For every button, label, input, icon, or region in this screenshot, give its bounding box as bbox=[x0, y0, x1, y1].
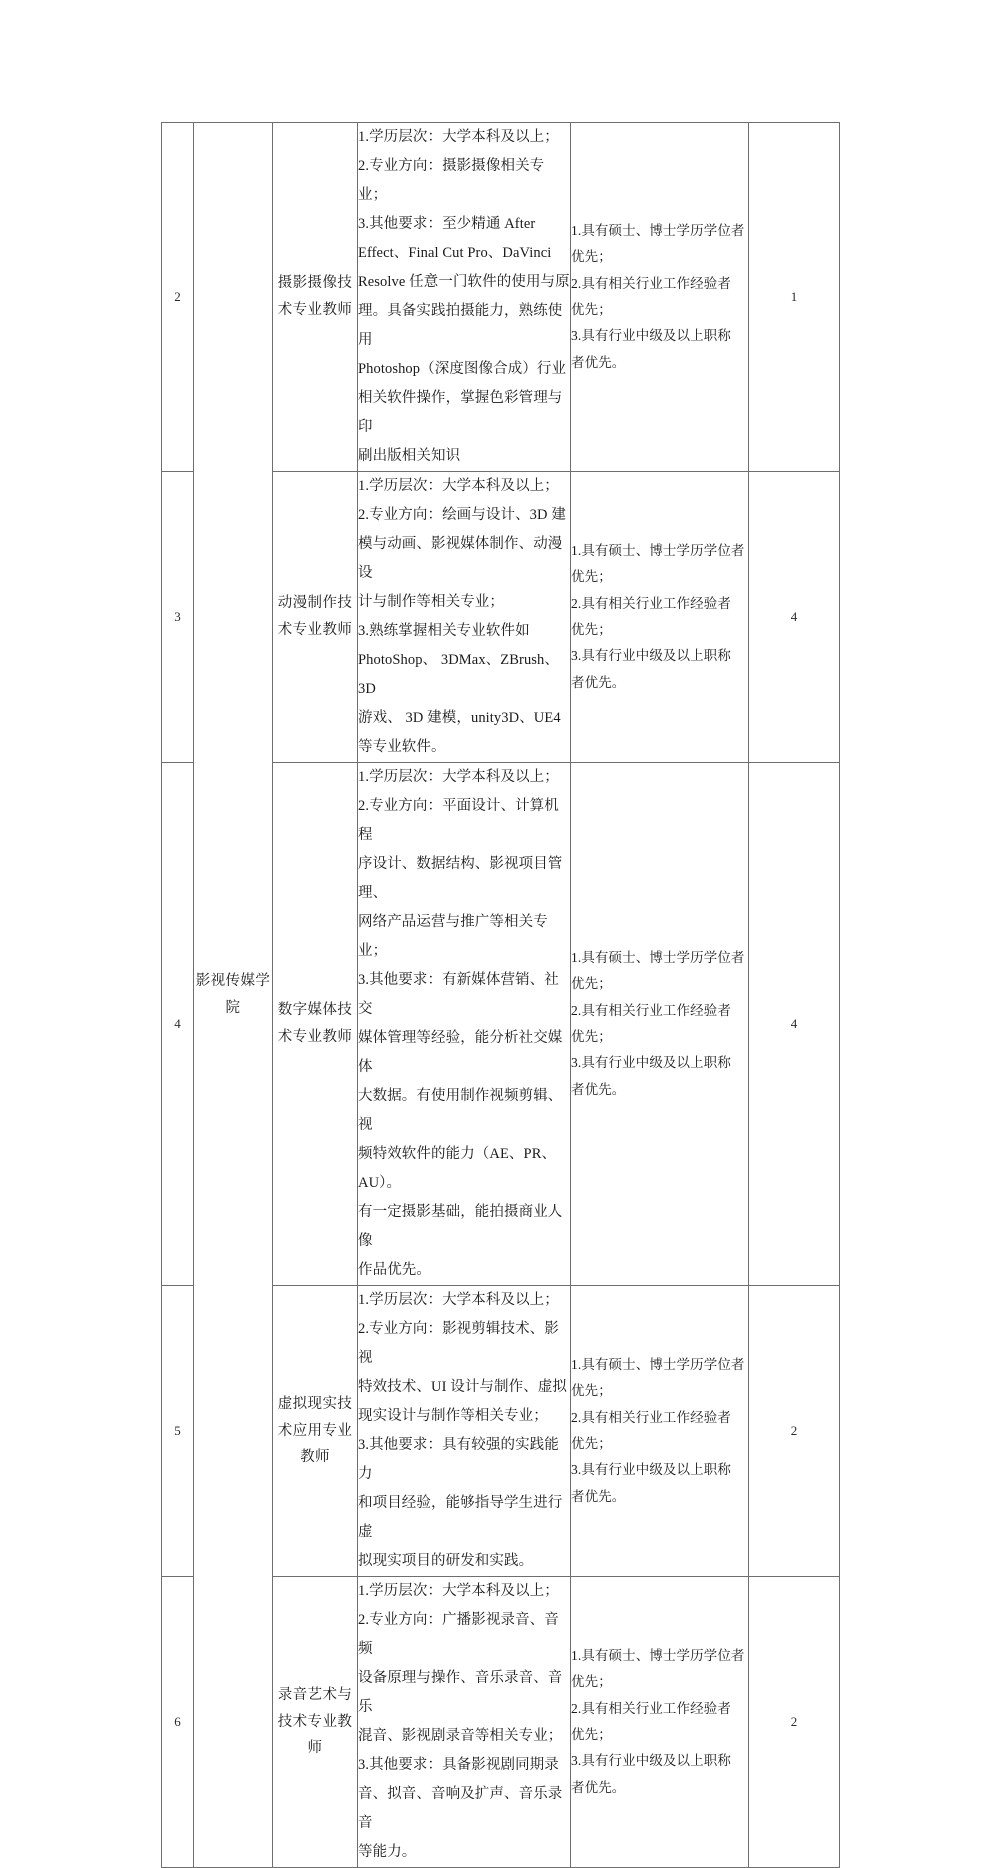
condition-line: 2.具有相关行业工作经验者 bbox=[571, 1002, 731, 1018]
requirement-line: 1.学历层次：大学本科及以上； bbox=[358, 1583, 559, 1599]
condition-line: 1.具有硕士、博士学历学位者 bbox=[571, 223, 745, 239]
requirement-line: 网络产品运营与推广等相关专业； bbox=[358, 914, 548, 959]
job-table-container bbox=[161, 122, 839, 1868]
cell-serial-number: 4 bbox=[162, 763, 194, 1286]
cell-serial-number: 5 bbox=[162, 1286, 194, 1577]
condition-line: 者优先。 bbox=[571, 1779, 626, 1795]
cell-position-title bbox=[273, 123, 358, 472]
requirement-line: 1.学历层次：大学本科及以上； bbox=[358, 769, 559, 785]
position-line: 摄影摄像技 bbox=[277, 275, 353, 292]
cell-requirements bbox=[358, 1286, 571, 1577]
condition-line: 者优先。 bbox=[571, 1081, 626, 1097]
requirement-line: 现实设计与制作等相关专业； bbox=[358, 1408, 548, 1424]
requirement-line: Effect、Final Cut Pro、DaVinci bbox=[358, 245, 552, 261]
condition-line: 2.具有相关行业工作经验者 bbox=[571, 275, 731, 291]
cell-requirements bbox=[358, 123, 571, 472]
table-row bbox=[162, 123, 840, 472]
position-line: 师 bbox=[307, 1740, 323, 1757]
requirement-line: 2.专业方向：影视剪辑技术、影视 bbox=[358, 1321, 559, 1366]
requirement-line: 3.其他要求：具有较强的实践能力 bbox=[358, 1437, 559, 1482]
condition-line: 3.具有行业中级及以上职称 bbox=[571, 1753, 731, 1769]
condition-line: 优先； bbox=[571, 976, 612, 992]
recruitment-position-table bbox=[161, 122, 840, 1868]
position-line: 术专业教师 bbox=[277, 622, 353, 638]
requirement-line: 1.学历层次：大学本科及以上； bbox=[358, 478, 559, 494]
condition-line: 优先； bbox=[571, 622, 612, 637]
condition-line: 优先； bbox=[571, 249, 612, 265]
requirement-line: 等专业软件。 bbox=[358, 739, 446, 755]
requirement-line: 混音、影视剧录音等相关专业； bbox=[358, 1728, 563, 1744]
cell-headcount: 2 bbox=[749, 1577, 840, 1868]
condition-line: 优先； bbox=[571, 1674, 612, 1690]
condition-line: 1.具有硕士、博士学历学位者 bbox=[571, 1648, 745, 1664]
cell-headcount: 4 bbox=[749, 763, 840, 1286]
requirement-line: 特效技术、UI 设计与制作、虚拟 bbox=[358, 1379, 568, 1395]
cell-position-title bbox=[273, 1286, 358, 1577]
condition-line: 者优先。 bbox=[571, 354, 626, 370]
condition-line: 3.具有行业中级及以上职称 bbox=[571, 1055, 731, 1071]
cell-serial-number: 6 bbox=[162, 1577, 194, 1868]
cell-position-title bbox=[273, 472, 358, 763]
condition-line: 1.具有硕士、博士学历学位者 bbox=[571, 543, 745, 559]
position-line: 技术专业教 bbox=[277, 1713, 353, 1730]
condition-line: 优先； bbox=[571, 1436, 612, 1451]
requirement-line: 和项目经验，能够指导学生进行虚 bbox=[358, 1495, 563, 1540]
position-line: 动漫制作技 bbox=[277, 595, 353, 612]
cell-other-conditions bbox=[571, 1286, 749, 1577]
position-line: 术专业教师 bbox=[277, 302, 353, 318]
requirement-line: 设备原理与操作、音乐录音、音乐 bbox=[358, 1670, 563, 1715]
requirement-line: 游戏、 3D 建模，unity3D、UE4 bbox=[358, 710, 561, 726]
requirement-line: 大数据。有使用制作视频剪辑、视 bbox=[358, 1088, 563, 1133]
requirement-line: 等能力。 bbox=[358, 1844, 417, 1860]
cell-department bbox=[194, 123, 273, 1868]
cell-serial-number: 3 bbox=[162, 472, 194, 763]
requirement-line: 2.专业方向：绘画与设计、3D 建 bbox=[358, 507, 566, 523]
condition-line: 者优先。 bbox=[571, 1488, 626, 1504]
requirement-line: 音、拟音、音响及扩声、音乐录音 bbox=[358, 1786, 563, 1831]
requirement-line: 1.学历层次：大学本科及以上； bbox=[358, 1292, 559, 1308]
cell-other-conditions bbox=[571, 1577, 749, 1868]
requirement-line: PhotoShop、 3DMax、ZBrush、3D bbox=[358, 652, 559, 697]
cell-headcount: 4 bbox=[749, 472, 840, 763]
requirement-line: 媒体管理等经验，能分析社交媒体 bbox=[358, 1030, 563, 1075]
cell-other-conditions bbox=[571, 472, 749, 763]
requirement-line: 2.专业方向：广播影视录音、音频 bbox=[358, 1612, 559, 1657]
position-line: 术专业教师 bbox=[277, 1029, 353, 1045]
condition-line: 2.具有相关行业工作经验者 bbox=[571, 595, 731, 611]
requirement-line: 序设计、数据结构、影视项目管理、 bbox=[358, 856, 563, 901]
cell-other-conditions bbox=[571, 763, 749, 1286]
condition-line: 2.具有相关行业工作经验者 bbox=[571, 1700, 731, 1716]
requirement-line: 3.其他要求：至少精通 After bbox=[358, 216, 536, 232]
position-line: 录音艺术与 bbox=[277, 1686, 353, 1703]
requirement-line: 3.其他要求：有新媒体营销、社交 bbox=[358, 972, 559, 1017]
cell-position-title bbox=[273, 1577, 358, 1868]
requirement-line: 频特效软件的能力（AE、PR、AU）。 bbox=[358, 1146, 557, 1191]
department-label: 影视传媒学院 bbox=[195, 973, 271, 1016]
condition-line: 者优先。 bbox=[571, 674, 626, 690]
condition-line: 优先； bbox=[571, 1383, 612, 1399]
requirement-line: 刷出版相关知识 bbox=[358, 448, 461, 464]
requirement-line: 相关软件操作，掌握色彩管理与印 bbox=[358, 390, 563, 435]
requirement-line: 作品优先。 bbox=[358, 1262, 431, 1278]
position-line: 教师 bbox=[300, 1449, 330, 1466]
cell-serial-number: 2 bbox=[162, 123, 194, 472]
requirement-line: 理。具备实践拍摄能力，熟练使用 bbox=[358, 303, 563, 348]
condition-line: 优先； bbox=[571, 569, 612, 585]
position-line: 数字媒体技 bbox=[277, 1002, 353, 1019]
requirement-line: 模与动画、影视媒体制作、动漫设 bbox=[358, 536, 563, 581]
condition-line: 3.具有行业中级及以上职称 bbox=[571, 328, 731, 344]
requirement-line: 拟现实项目的研发和实践。 bbox=[358, 1553, 534, 1569]
requirement-line: 3.其他要求：具备影视剧同期录 bbox=[358, 1757, 559, 1773]
requirement-line: Resolve 任意一门软件的使用与原 bbox=[358, 274, 570, 290]
requirement-line: Photoshop（深度图像合成）行业 bbox=[358, 361, 567, 377]
cell-other-conditions bbox=[571, 123, 749, 472]
condition-line: 3.具有行业中级及以上职称 bbox=[571, 648, 731, 664]
condition-line: 1.具有硕士、博士学历学位者 bbox=[571, 950, 745, 966]
requirement-line: 1.学历层次：大学本科及以上； bbox=[358, 129, 559, 145]
position-line: 虚拟现实技 bbox=[277, 1395, 353, 1412]
requirement-line: 计与制作等相关专业； bbox=[358, 594, 504, 610]
cell-headcount: 1 bbox=[749, 123, 840, 472]
condition-line: 3.具有行业中级及以上职称 bbox=[571, 1462, 731, 1478]
position-line: 术应用专业 bbox=[277, 1422, 353, 1439]
requirement-line: 有一定摄影基础，能拍摄商业人像 bbox=[358, 1204, 563, 1249]
cell-requirements bbox=[358, 763, 571, 1286]
cell-headcount: 2 bbox=[749, 1286, 840, 1577]
cell-requirements bbox=[358, 1577, 571, 1868]
requirement-line: 3.熟练掌握相关专业软件如 bbox=[358, 623, 530, 639]
cell-position-title bbox=[273, 763, 358, 1286]
condition-line: 优先； bbox=[571, 1727, 612, 1742]
table-body bbox=[162, 123, 840, 1868]
condition-line: 优先； bbox=[571, 302, 612, 317]
condition-line: 1.具有硕士、博士学历学位者 bbox=[571, 1357, 745, 1373]
requirement-line: 2.专业方向：平面设计、计算机程 bbox=[358, 798, 559, 843]
requirement-line: 2.专业方向：摄影摄像相关专业； bbox=[358, 158, 545, 203]
cell-requirements bbox=[358, 472, 571, 763]
condition-line: 优先； bbox=[571, 1029, 612, 1044]
condition-line: 2.具有相关行业工作经验者 bbox=[571, 1409, 731, 1425]
